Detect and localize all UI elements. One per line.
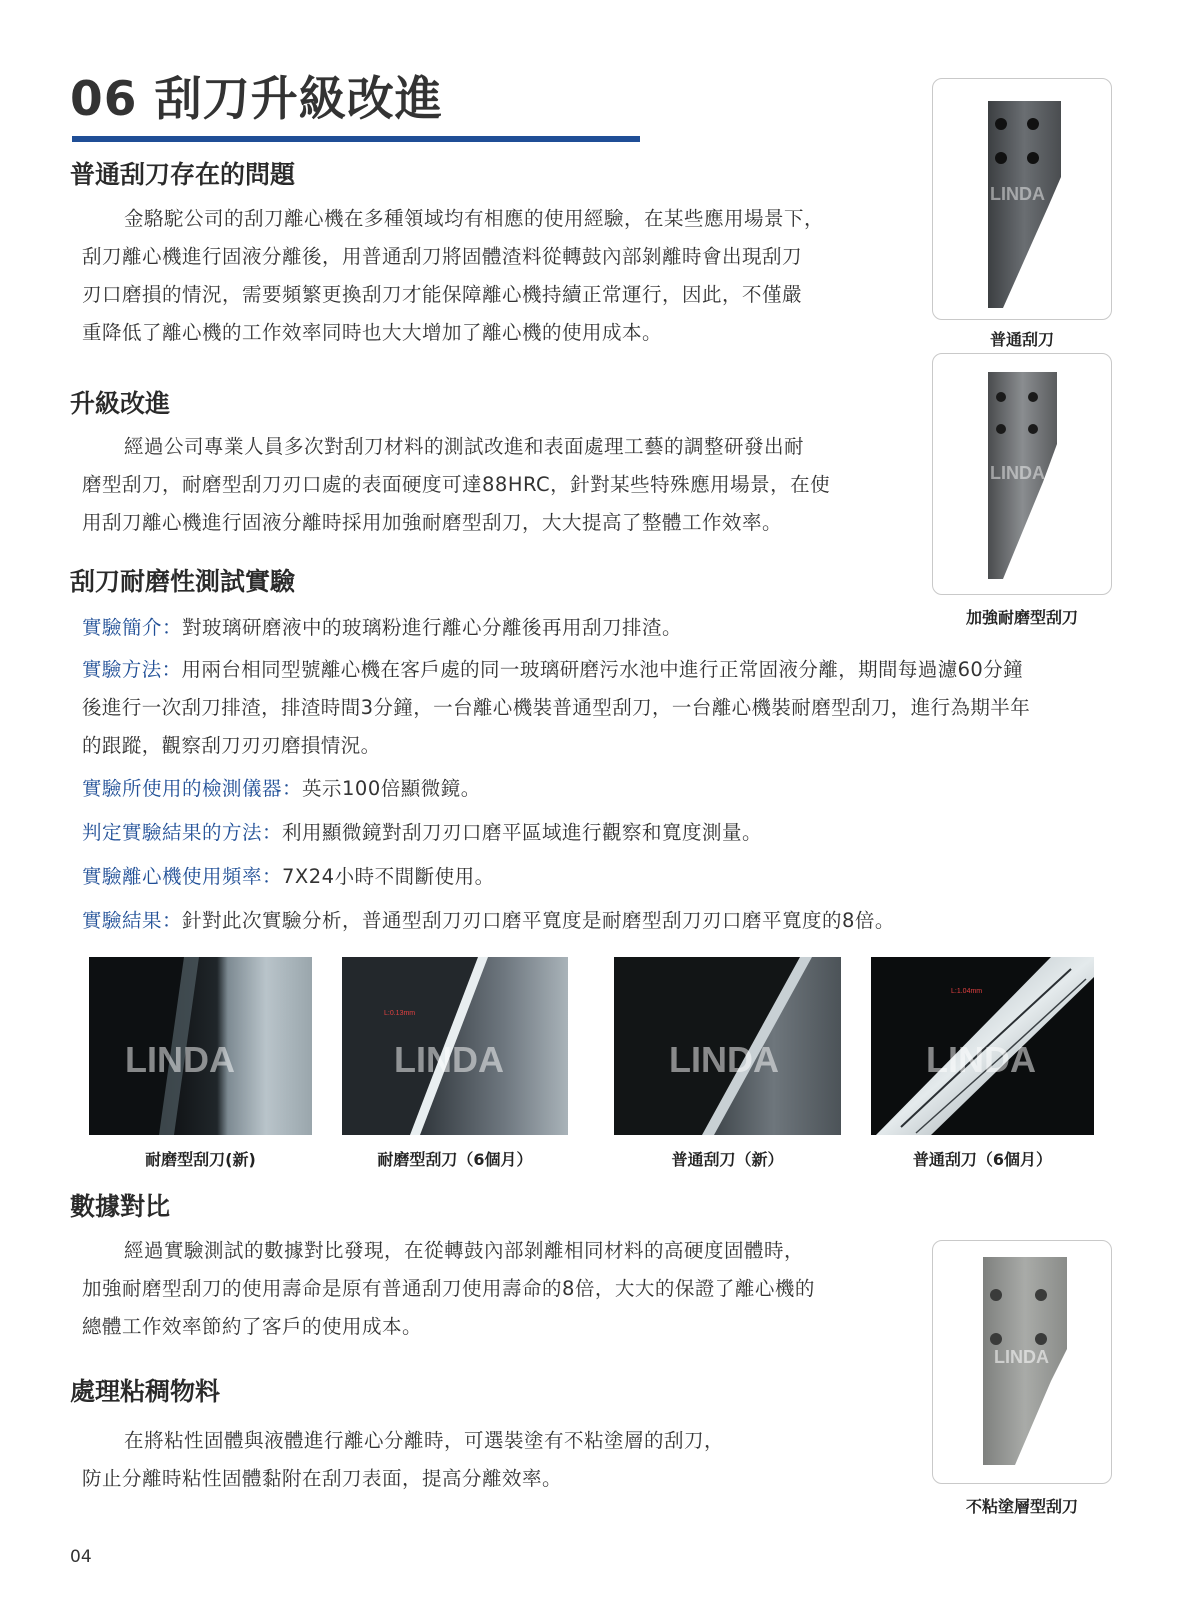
test-intro-label: 實驗簡介： xyxy=(82,616,183,639)
watermark: LINDA xyxy=(669,1039,779,1080)
product-caption: 普通刮刀 xyxy=(989,330,1054,349)
paragraph-line: 經過公司專業人員多次對刮刀材料的測試改進和表面處理工藝的調整研發出耐 xyxy=(124,435,805,458)
micro-image-wear-new xyxy=(89,957,312,1135)
heading-test: 刮刀耐磨性測試實驗 xyxy=(70,567,296,596)
test-frequency-label: 實驗離心機使用頻率： xyxy=(82,865,283,888)
test-frequency-value: 7X24小時不間斷使用。 xyxy=(282,865,495,888)
test-instrument xyxy=(82,773,481,801)
measure-label: L:1.04mm xyxy=(951,988,983,995)
measure-label: L:0.13mm xyxy=(384,1010,416,1017)
page-title: 06 刮刀升級改進 xyxy=(70,72,443,127)
test-judge-label: 判定實驗結果的方法： xyxy=(82,821,283,844)
heading-problem: 普通刮刀存在的問題 xyxy=(70,160,296,189)
test-result xyxy=(82,905,895,933)
heading-upgrade: 升級改進 xyxy=(70,389,171,418)
test-intro xyxy=(82,612,682,640)
test-result-label: 實驗結果： xyxy=(82,909,183,932)
product-image-wear-resistant-blade xyxy=(932,353,1112,595)
paragraph-line: 刃口磨損的情況，需要頻繁更換刮刀才能保障離心機持續正常運行，因此，不僅嚴 xyxy=(82,283,803,306)
title-rule xyxy=(72,136,640,142)
micro-caption: 耐磨型刮刀(新) xyxy=(145,1150,256,1169)
watermark: LINDA xyxy=(994,1347,1049,1367)
watermark: LINDA xyxy=(990,184,1045,204)
page-number: 04 xyxy=(70,1547,92,1567)
product-caption: 不粘塗層型刮刀 xyxy=(965,1497,1078,1516)
paragraph-line: 刮刀離心機進行固液分離後，用普通刮刀將固體渣料從轉鼓內部剝離時會出現刮刀 xyxy=(82,245,803,268)
paragraph-line: 磨型刮刀，耐磨型刮刀刃口處的表面硬度可達88HRC，針對某些特殊應用場景，在使 xyxy=(82,473,831,496)
paragraph-line: 重降低了離心機的工作效率同時也大大增加了離心機的使用成本。 xyxy=(82,321,663,344)
paragraph-line: 總體工作效率節約了客戶的使用成本。 xyxy=(82,1315,423,1338)
test-judge-value: 利用顯微鏡對刮刀刃口磨平區域進行觀察和寬度測量。 xyxy=(282,821,763,844)
micro-caption: 普通刮刀（新） xyxy=(671,1150,784,1169)
watermark: LINDA xyxy=(394,1039,504,1080)
paragraph-sticky xyxy=(82,1422,724,1498)
micro-image-normal-new xyxy=(614,957,841,1135)
test-result-value: 針對此次實驗分析，普通型刮刀刃口磨平寬度是耐磨型刮刀刃口磨平寬度的8倍。 xyxy=(182,909,895,932)
micro-caption: 普通刮刀（6個月） xyxy=(912,1150,1053,1169)
paragraph-line: 經過實驗測試的數據對比發現，在從轉鼓內部剝離相同材料的高硬度固體時， xyxy=(124,1239,805,1262)
paragraph-line: 用刮刀離心機進行固液分離時採用加強耐磨型刮刀，大大提高了整體工作效率。 xyxy=(82,511,783,534)
paragraph-upgrade xyxy=(82,428,830,542)
test-instrument-label: 實驗所使用的檢測儀器： xyxy=(82,777,303,800)
test-method-label: 實驗方法： xyxy=(82,658,182,681)
product-image-standard-blade xyxy=(932,78,1112,320)
test-judge xyxy=(82,817,762,845)
test-method xyxy=(82,651,1030,765)
micro-caption: 耐磨型刮刀（6個月） xyxy=(377,1150,533,1169)
test-frequency xyxy=(82,861,495,889)
paragraph-line: 防止分離時粘性固體黏附在刮刀表面，提高分離效率。 xyxy=(82,1467,563,1490)
product-image-nonstick-blade xyxy=(932,1240,1112,1484)
watermark: LINDA xyxy=(926,1039,1036,1080)
watermark: LINDA xyxy=(990,463,1045,483)
test-method-line: 用兩台相同型號離心機在客戶處的同一玻璃研磨污水池中進行正常固液分離，期間每過濾60分鐘 xyxy=(181,658,1024,681)
heading-sticky: 處理粘稠物料 xyxy=(70,1377,221,1406)
paragraph-line: 金駱駝公司的刮刀離心機在多種領域均有相應的使用經驗，在某些應用場景下， xyxy=(124,207,825,230)
test-method-line: 的跟蹤，觀察刮刀刃刃磨損情況。 xyxy=(82,734,381,757)
watermark: LINDA xyxy=(125,1039,235,1080)
paragraph-compare xyxy=(82,1232,815,1346)
heading-compare: 數據對比 xyxy=(70,1192,171,1221)
product-caption: 加強耐磨型刮刀 xyxy=(965,608,1078,627)
paragraph-problem xyxy=(82,200,824,352)
test-instrument-value: 英示100倍顯微鏡。 xyxy=(302,777,481,800)
paragraph-line: 在將粘性固體與液體進行離心分離時，可選裝塗有不粘塗層的刮刀， xyxy=(124,1429,725,1452)
test-method-line: 後進行一次刮刀排渣，排渣時間3分鐘，一台離心機裝普通型刮刀，一台離心機裝耐磨型刮刀，進行為期半年 xyxy=(82,696,1031,719)
micro-image-normal-6m xyxy=(871,957,1094,1135)
micro-image-wear-6m xyxy=(342,957,568,1135)
paragraph-line: 加強耐磨型刮刀的使用壽命是原有普通刮刀使用壽命的8倍，大大的保證了離心機的 xyxy=(82,1277,815,1300)
test-intro-value: 對玻璃研磨液中的玻璃粉進行離心分離後再用刮刀排渣。 xyxy=(182,616,683,639)
